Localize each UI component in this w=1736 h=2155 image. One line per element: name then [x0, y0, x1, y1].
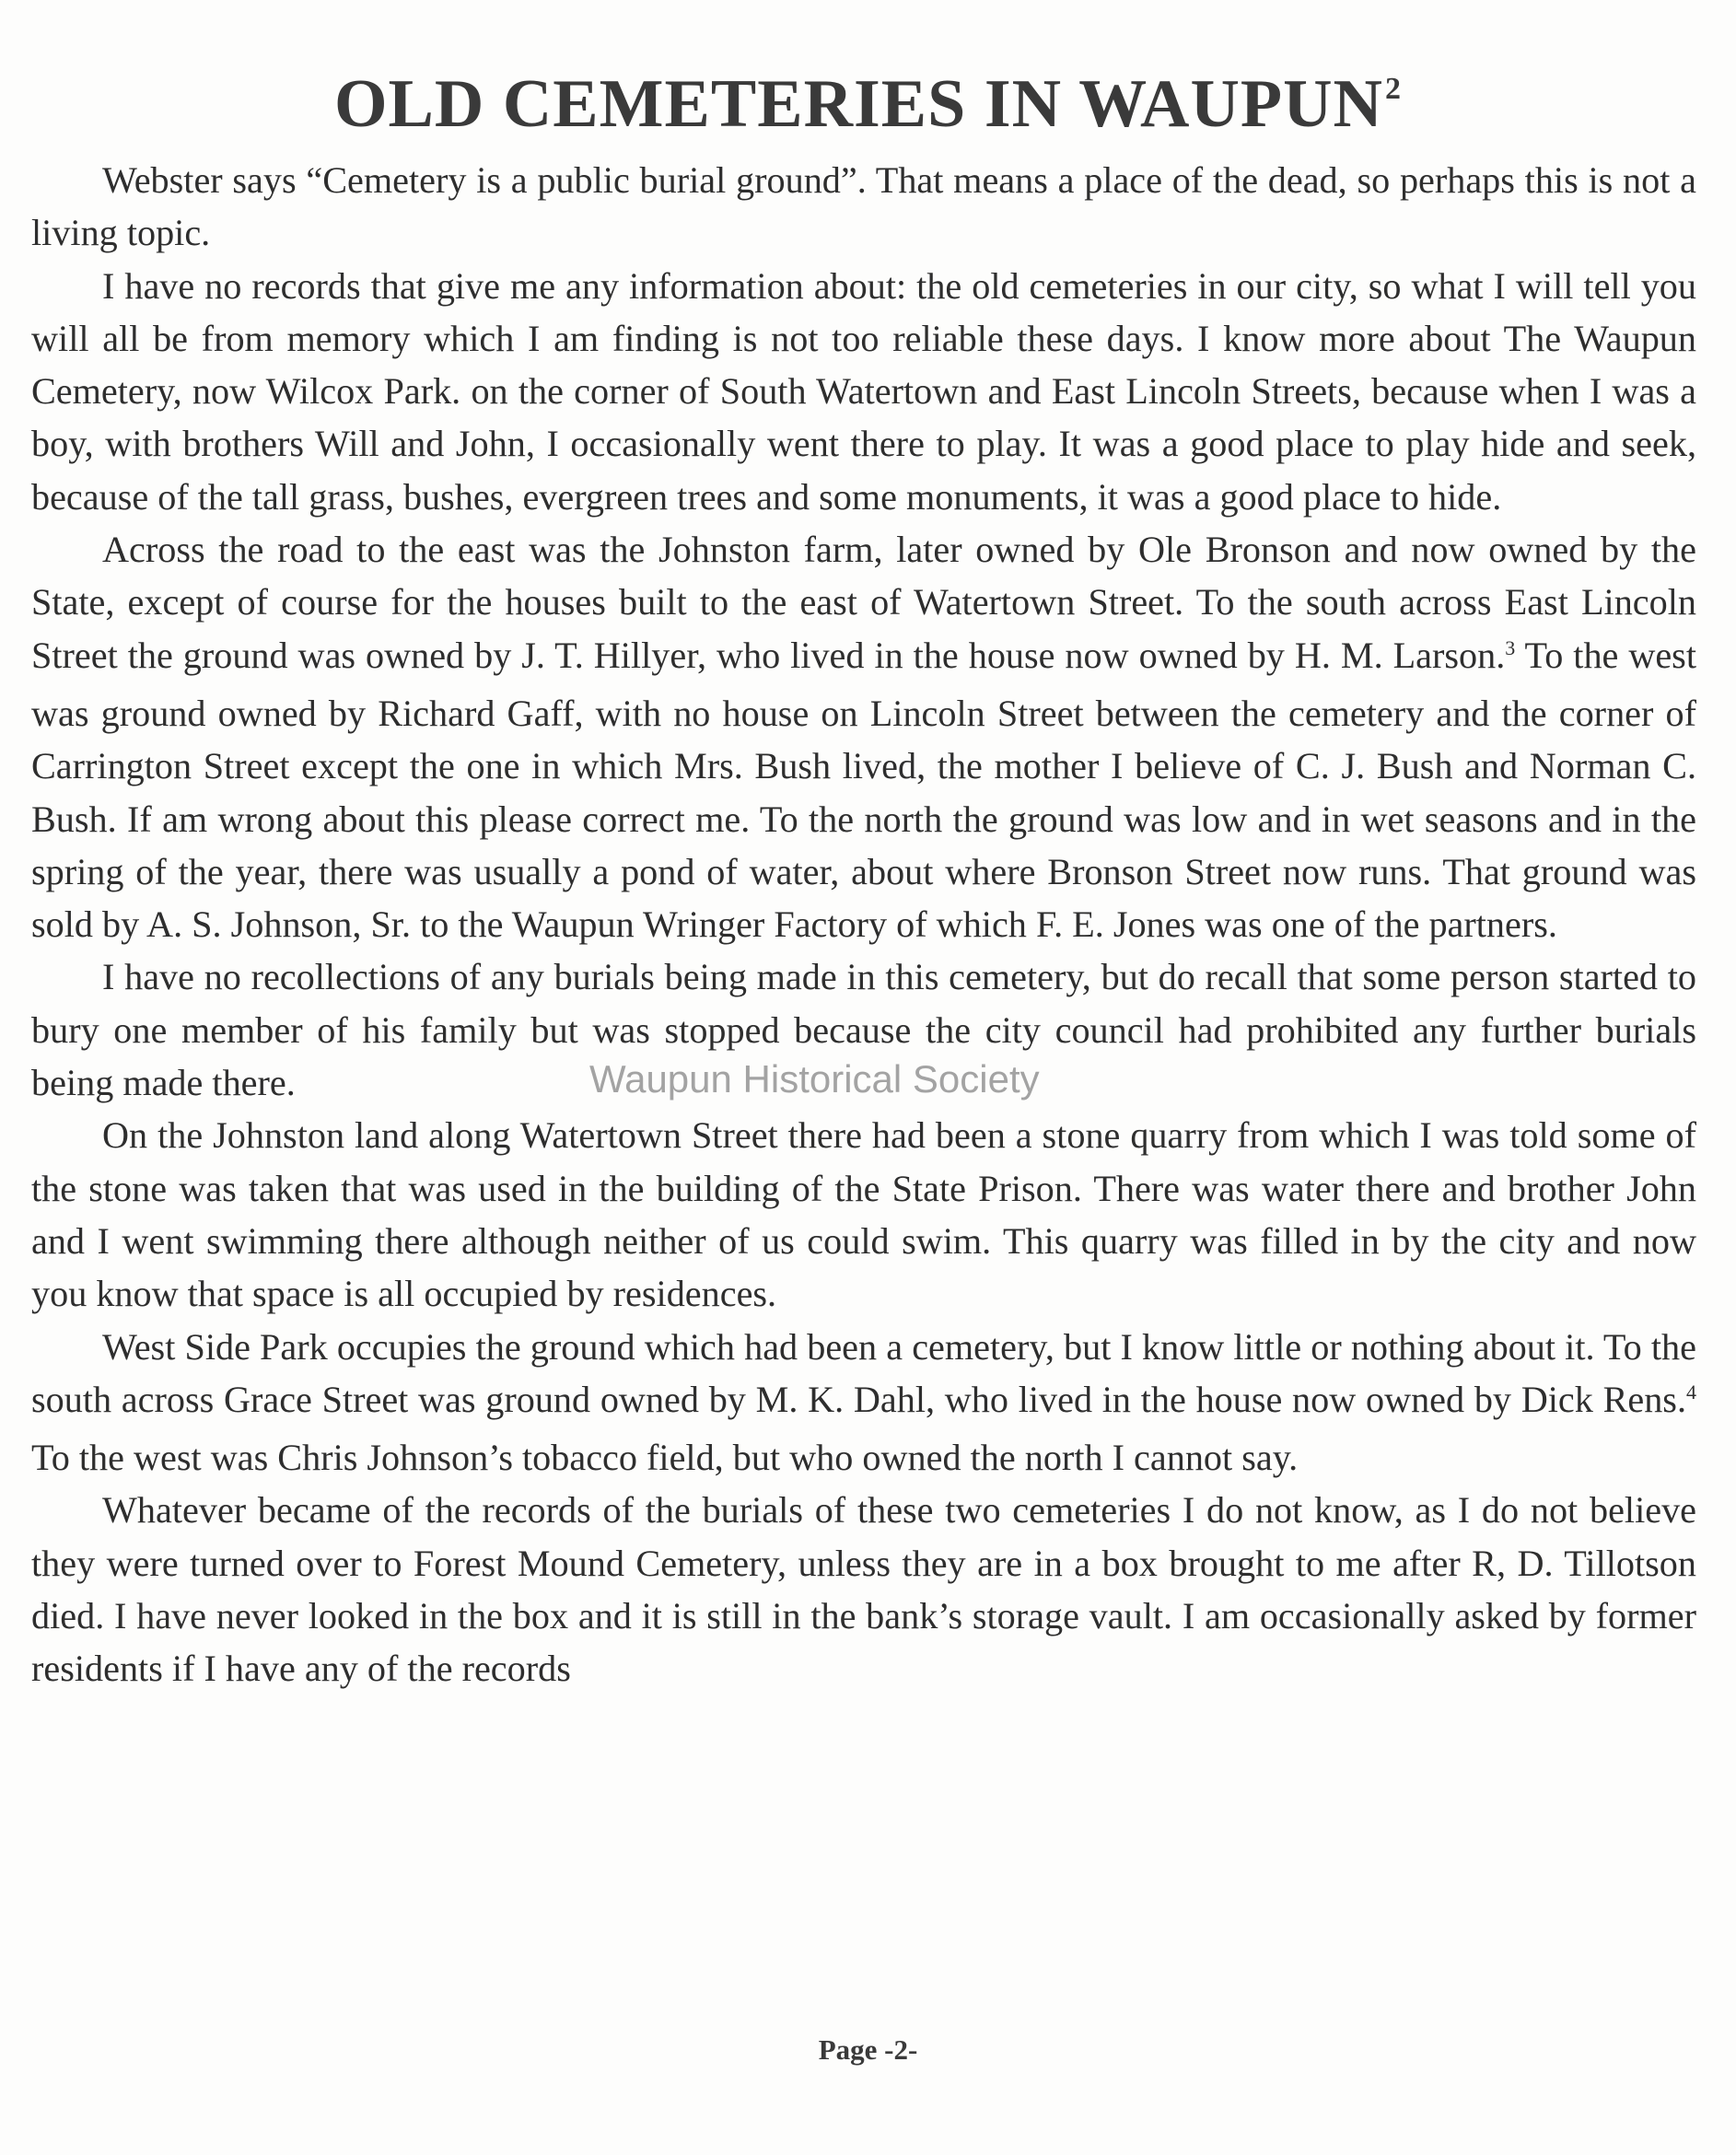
- paragraph-7: [31, 1484, 1696, 1695]
- paragraph-3: [31, 523, 1696, 950]
- paragraph-2: [31, 260, 1696, 523]
- paragraph-text: I have no recollections of any burials being made in this cemetery, but do recall that some person started to bury one member of his family but was stopped because the city council had prohibited any further burials being made there.: [31, 956, 1696, 1104]
- watermark: Waupun Historical Society: [589, 1057, 1040, 1101]
- paragraph-1: [31, 154, 1696, 260]
- paragraph-text: I have no records that give me any information about: the old cemeteries in our city, so what I will tell you will all be from memory which I am finding is not too reliable these days. I know more about The Waupun Cemetery, now Wilcox Park. on the corner of South Watertown and East Lincoln Streets, because when I was a boy, with brothers Will and John, I occasionally went there to play. It was a good place to play hide and seek, because of the tall grass, bushes, evergreen trees and some monuments, it was a good place to hide.: [31, 264, 1696, 518]
- page-number: Page -2-: [818, 2033, 918, 2066]
- footnote-marker-3: 3: [1505, 635, 1516, 659]
- paragraph-6: [31, 1321, 1696, 1485]
- paragraph-text: Across the road to the east was the Johnston farm, later owned by Ole Bronson and now owned by the State, except of course for the houses built to the east of Watertown Street. To the south across East Lincoln Street the ground was owned by J. T. Hillyer, who lived in the house now owned by H. M. Larson.: [31, 529, 1696, 676]
- article-body: [31, 154, 1696, 1695]
- paragraph-4: [31, 950, 1696, 1109]
- paragraph-text: To the west was ground owned by Richard Gaff, with no house on Lincoln Street between the cemetery and the corner of Carrington Street except the one in which Mrs. Bush lived, the mother I believe of C. J. Bush and Norman C. Bush. If am wrong about this please correct me. To the north the ground was low and in wet seasons and in the spring of the year, there was usually a pond of water, about where Bronson Street now runs. That ground was sold by A. S. Johnson, Sr. to the Waupun Wringer Factory of which F. E. Jones was one of the partners.: [31, 634, 1696, 946]
- page-title: [0, 65, 1736, 142]
- paragraph-text: To the west was Chris Johnson’s tobacco field, but who owned the north I cannot say.: [31, 1437, 1299, 1479]
- title-footnote-marker: 2: [1385, 71, 1402, 106]
- paragraph-text: On the Johnston land along Watertown Street there had been a stone quarry from which I was told some of the stone was taken that was used in the building of the State Prison. There was water there and brother John and I went swimming there although neither of us could swim. This quarry was filled in by the city and now you know that space is all occupied by residences.: [31, 1114, 1696, 1315]
- paragraph-text: Webster says “Cemetery is a public burial ground”. That means a place of the dead, so perhaps this is not a living topic.: [31, 159, 1696, 254]
- paragraph-5: [31, 1109, 1696, 1320]
- title-text: OLD CEMETERIES IN WAUPUN: [334, 65, 1383, 142]
- paragraph-text: West Side Park occupies the ground which had been a cemetery, but I know little or nothing about it. To the south across Grace Street was ground owned by M. K. Dahl, who lived in the house now owned by Dick Rens.: [31, 1325, 1696, 1420]
- footnote-marker-4: 4: [1686, 1380, 1696, 1404]
- paragraph-text: Whatever became of the records of the burials of these two cemeteries I do not know, as I do not believe they were turned over to Forest Mound Cemetery, unless they are in a box brought to me after R, D. Tillotson died. I have never looked in the box and it is still in the bank’s storage vault. I am occasionally asked by former residents if I have any of the records: [31, 1489, 1696, 1690]
